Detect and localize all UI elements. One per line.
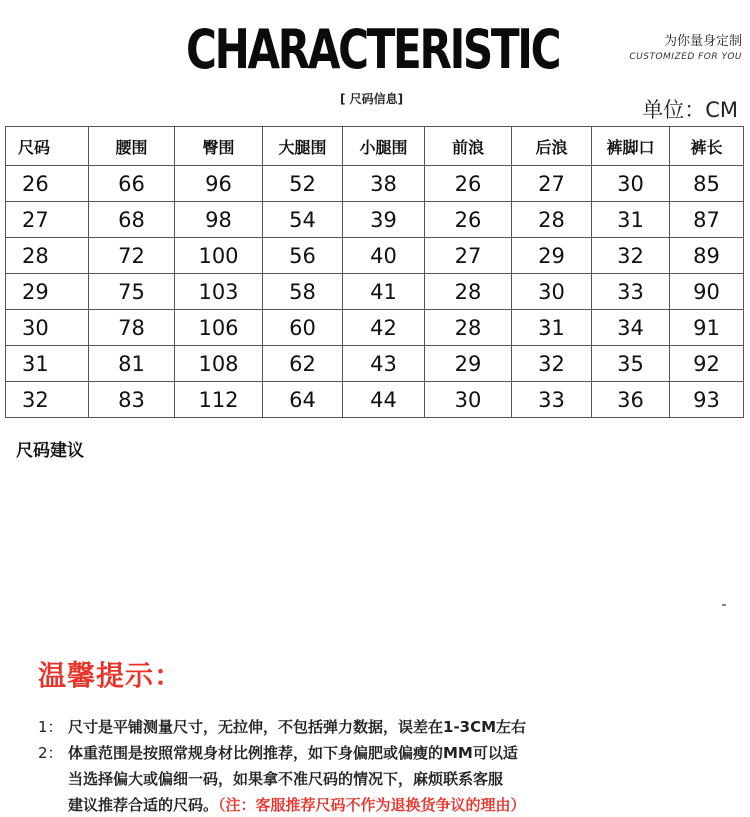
table-cell: 35 bbox=[592, 346, 670, 382]
table-cell: 91 bbox=[670, 310, 744, 346]
table-cell: 58 bbox=[263, 274, 343, 310]
table-cell: 64 bbox=[263, 382, 343, 418]
table-cell: 33 bbox=[512, 382, 592, 418]
table-cell: 31 bbox=[592, 202, 670, 238]
table-cell: 92 bbox=[670, 346, 744, 382]
table-row bbox=[6, 202, 744, 238]
table-cell: 112 bbox=[175, 382, 263, 418]
table-cell: 96 bbox=[175, 166, 263, 202]
table-cell: 100 bbox=[175, 238, 263, 274]
table-cell: 72 bbox=[89, 238, 175, 274]
size-info-subtitle: [ 尺码信息] bbox=[340, 92, 404, 106]
table-cell: 85 bbox=[670, 166, 744, 202]
table-cell: 43 bbox=[343, 346, 425, 382]
table-cell: 83 bbox=[89, 382, 175, 418]
note-2-number: 2： bbox=[38, 744, 63, 762]
table-cell: 62 bbox=[263, 346, 343, 382]
stray-mark bbox=[722, 604, 726, 606]
table-cell: 29 bbox=[425, 346, 512, 382]
table-cell: 28 bbox=[425, 274, 512, 310]
table-cell: 68 bbox=[89, 202, 175, 238]
page-title: CHARACTERISTIC bbox=[186, 18, 560, 81]
column-header-leg-opening: 裤脚口 bbox=[592, 127, 670, 166]
table-cell: 27 bbox=[425, 238, 512, 274]
table-cell: 66 bbox=[89, 166, 175, 202]
table-cell: 33 bbox=[592, 274, 670, 310]
tagline-english: CUSTOMIZED FOR YOU bbox=[629, 52, 742, 62]
column-header-hip: 臀围 bbox=[175, 127, 263, 166]
tips-title: 温馨提示： bbox=[38, 659, 184, 692]
note-2-line-3-wrapper bbox=[68, 794, 526, 815]
table-cell: 41 bbox=[343, 274, 425, 310]
table-row bbox=[6, 310, 744, 346]
tagline-chinese: 为你量身定制 bbox=[663, 34, 742, 49]
table-cell: 38 bbox=[343, 166, 425, 202]
table-cell: 89 bbox=[670, 238, 744, 274]
table-cell: 87 bbox=[670, 202, 744, 238]
note-1-number: 1： bbox=[38, 718, 63, 736]
unit-label: 单位：CM bbox=[642, 98, 738, 122]
table-cell: 98 bbox=[175, 202, 263, 238]
table-cell: 27 bbox=[6, 202, 89, 238]
size-advice-heading: 尺码建议 bbox=[16, 441, 84, 461]
note-2-line-1: 体重范围是按照常规身材比例推荐，如下身偏肥或偏瘦的MM可以适 bbox=[68, 744, 518, 762]
table-cell: 52 bbox=[263, 166, 343, 202]
table-cell: 75 bbox=[89, 274, 175, 310]
table-row bbox=[6, 382, 744, 418]
column-header-length: 裤长 bbox=[670, 127, 744, 166]
table-cell: 28 bbox=[6, 238, 89, 274]
note-2-line-2: 当选择偏大或偏细一码，如果拿不准尺码的情况下，麻烦联系客服 bbox=[68, 770, 504, 788]
column-header-waist: 腰围 bbox=[89, 127, 175, 166]
table-row bbox=[6, 346, 744, 382]
table-row bbox=[6, 274, 744, 310]
table-cell: 93 bbox=[670, 382, 744, 418]
table-cell: 28 bbox=[512, 202, 592, 238]
table-cell: 54 bbox=[263, 202, 343, 238]
table-cell: 29 bbox=[6, 274, 89, 310]
table-cell: 26 bbox=[6, 166, 89, 202]
size-chart-table bbox=[5, 126, 744, 418]
column-header-front-rise: 前浪 bbox=[425, 127, 512, 166]
column-header-back-rise: 后浪 bbox=[512, 127, 592, 166]
table-cell: 28 bbox=[425, 310, 512, 346]
column-header-thigh: 大腿围 bbox=[263, 127, 343, 166]
note-2 bbox=[38, 742, 518, 763]
table-cell: 56 bbox=[263, 238, 343, 274]
table-cell: 78 bbox=[89, 310, 175, 346]
column-header-calf: 小腿围 bbox=[343, 127, 425, 166]
table-cell: 27 bbox=[512, 166, 592, 202]
table-cell: 30 bbox=[6, 310, 89, 346]
table-cell: 26 bbox=[425, 202, 512, 238]
table-cell: 34 bbox=[592, 310, 670, 346]
note-2-disclaimer: （注：客服推荐尺码不作为退换货争议的理由） bbox=[218, 796, 526, 814]
table-cell: 36 bbox=[592, 382, 670, 418]
table-cell: 32 bbox=[6, 382, 89, 418]
table-cell: 32 bbox=[592, 238, 670, 274]
table-cell: 30 bbox=[425, 382, 512, 418]
note-2-line-3: 建议推荐合适的尺码。 bbox=[68, 796, 219, 814]
table-cell: 106 bbox=[175, 310, 263, 346]
table-cell: 81 bbox=[89, 346, 175, 382]
table-cell: 26 bbox=[425, 166, 512, 202]
table-cell: 31 bbox=[6, 346, 89, 382]
table-cell: 108 bbox=[175, 346, 263, 382]
table-cell: 31 bbox=[512, 310, 592, 346]
table-cell: 103 bbox=[175, 274, 263, 310]
table-cell: 42 bbox=[343, 310, 425, 346]
table-row bbox=[6, 166, 744, 202]
table-cell: 29 bbox=[512, 238, 592, 274]
table-cell: 90 bbox=[670, 274, 744, 310]
table-row bbox=[6, 238, 744, 274]
table-cell: 32 bbox=[512, 346, 592, 382]
table-header-row bbox=[6, 127, 744, 166]
note-1-text: 尺寸是平铺测量尺寸，无拉伸，不包括弹力数据，误差在1-3CM左右 bbox=[68, 718, 527, 736]
table-cell: 30 bbox=[592, 166, 670, 202]
table-cell: 39 bbox=[343, 202, 425, 238]
table-cell: 60 bbox=[263, 310, 343, 346]
table-cell: 30 bbox=[512, 274, 592, 310]
column-header-size: 尺码 bbox=[6, 127, 89, 166]
note-1 bbox=[38, 716, 526, 737]
table-cell: 40 bbox=[343, 238, 425, 274]
table-cell: 44 bbox=[343, 382, 425, 418]
